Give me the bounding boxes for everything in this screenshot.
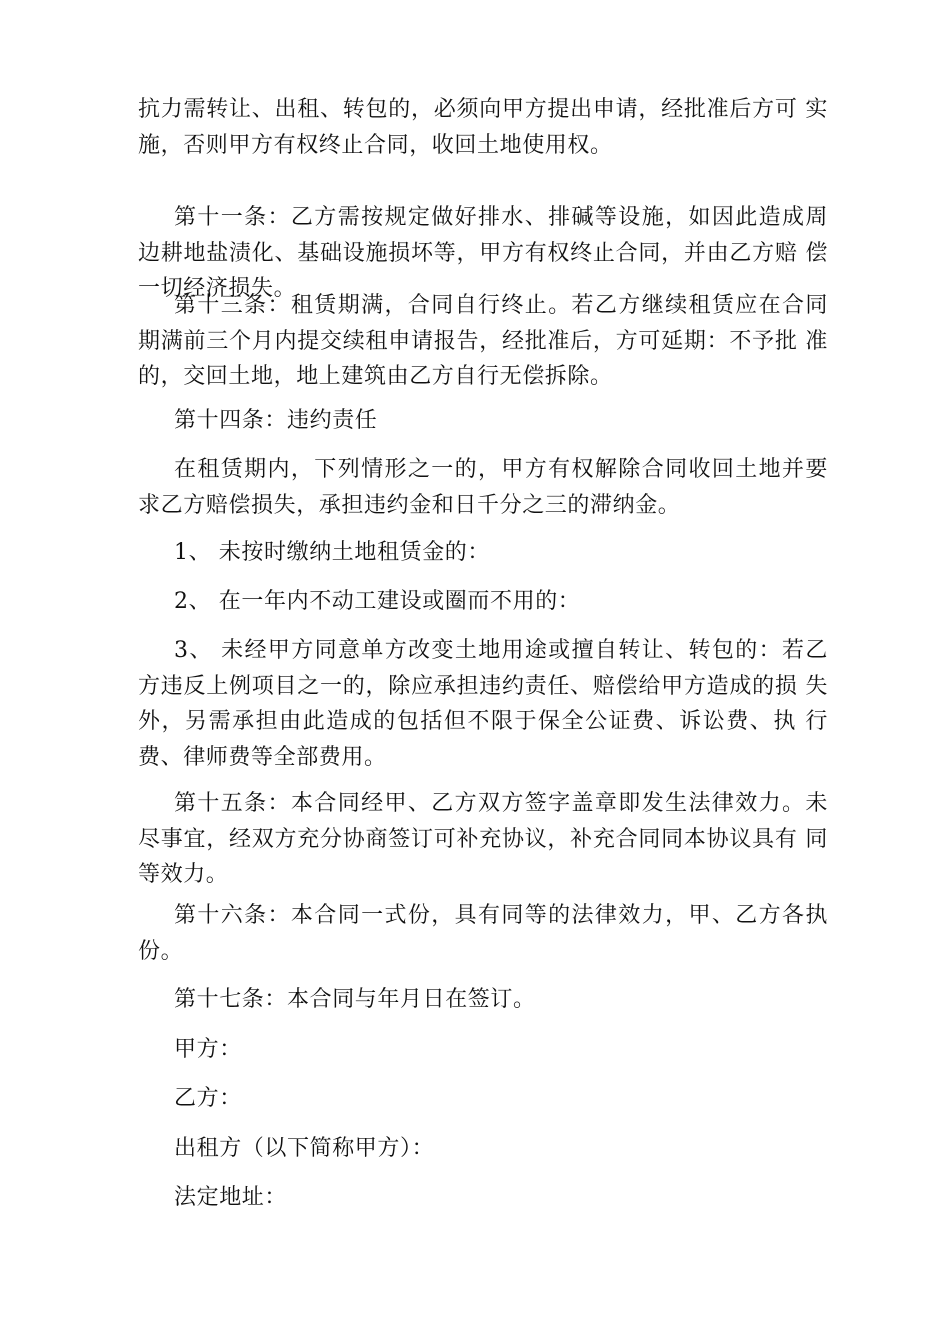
paragraph-article-17: 第十七条：本合同与年月日在签订。 <box>174 987 536 1012</box>
list-item-1: 1、 未按时缴纳土地租赁金的： <box>174 540 490 565</box>
lessor-label: 出租方（以下简称甲方）： <box>174 1136 435 1161</box>
signature-party-a: 甲方： <box>174 1037 242 1062</box>
paragraph-article-11: 第十一条：乙方需按规定做好排水、排碱等设施，如因此造成周边耕地盐渍化、基础设施损坏等，甲方有权终止合同，并由乙方赔 偿一切经济损失。 <box>138 205 828 301</box>
paragraph-breach-intro: 在租赁期内，下列情形之一的，甲方有权解除合同收回土地并要求乙方赔偿损失，承担违约金和日千分之三的滞纳金。 <box>138 457 828 518</box>
paragraph-article-14-heading: 第十四条：违约责任 <box>174 408 378 433</box>
paragraph-article-16: 第十六条：本合同一式份，具有同等的法律效力，甲、乙方各执份。 <box>138 903 828 964</box>
list-item-3: 3、 未经甲方同意单方改变土地用途或擅自转让、转包的：若乙方违反上例项目之一的，除应承担违约责任、赔偿给甲方造成的损 失外，另需承担由此造成的包括但不限于保全公证费、诉讼费、执 行费、律师费等全部费用。 <box>138 638 828 770</box>
paragraph-article-15: 第十五条：本合同经甲、乙方双方签字盖章即发生法律效力。未尽事宜，经双方充分协商签订可补充协议，补充合同同本协议具有 同等效力。 <box>138 791 828 887</box>
signature-party-b: 乙方： <box>174 1086 242 1111</box>
paragraph-continuation: 抗力需转让、出租、转包的，必须向甲方提出申请，经批准后方可 实施，否则甲方有权终止合同，收回土地使用权。 <box>138 97 828 158</box>
legal-address-label: 法定地址： <box>174 1185 288 1210</box>
paragraph-article-13: 第十三条：租赁期满，合同自行终止。若乙方继续租赁应在合同期满前三个月内提交续租申请报告，经批准后，方可延期：不予批 准的，交回土地，地上建筑由乙方自行无偿拆除。 <box>138 293 828 389</box>
list-item-2: 2、 在一年内不动工建设或圈而不用的： <box>174 589 581 614</box>
